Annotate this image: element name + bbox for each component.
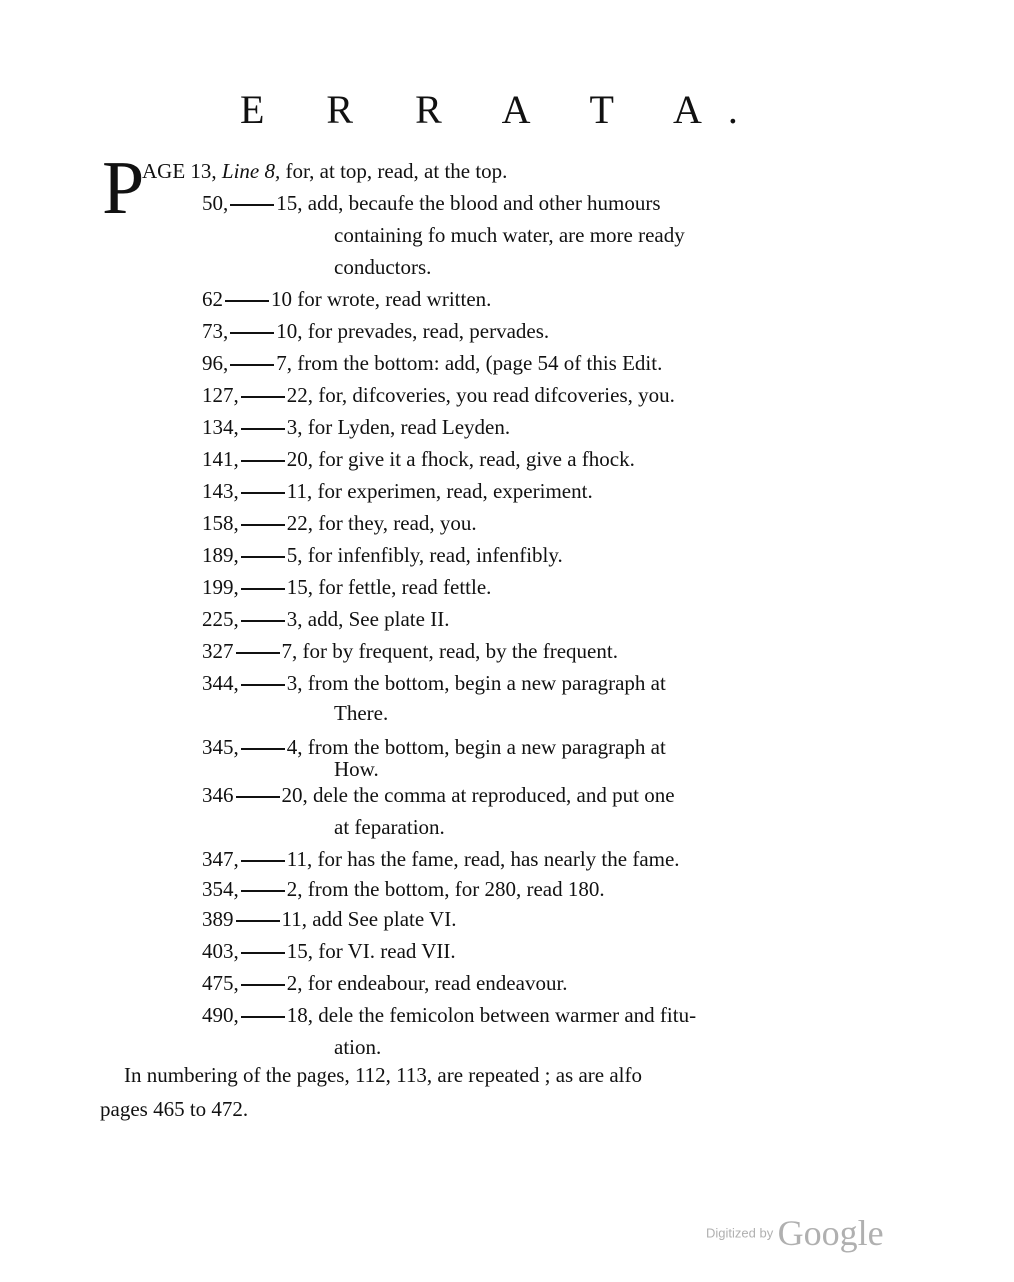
dash-rule: [241, 952, 285, 954]
errata-page: 344,: [202, 671, 239, 695]
errata-text: containing fo much water, are more ready: [334, 223, 685, 247]
errata-entry: [202, 542, 563, 568]
errata-line: 10: [271, 287, 292, 311]
errata-text: dele the femicolon between warmer and fitu-: [318, 1003, 697, 1027]
errata-page: 403,: [202, 939, 239, 963]
errata-entry: [202, 574, 491, 600]
errata-page: 225,: [202, 607, 239, 631]
errata-entry: [202, 318, 549, 344]
dash-rule: [241, 396, 285, 398]
errata-text: for infenfibly, read, infenfibly.: [307, 543, 563, 567]
errata-text: conductors.: [334, 255, 432, 279]
errata-page: 346: [202, 783, 234, 807]
page-title: E R R A T A.: [240, 87, 764, 132]
errata-page: 389: [202, 907, 234, 931]
errata-page: 143,: [202, 479, 239, 503]
errata-line: Line 8,: [221, 159, 281, 183]
errata-page: 62: [202, 287, 223, 311]
errata-entry: [142, 158, 507, 184]
errata-line: 5,: [286, 543, 303, 567]
errata-page: 189,: [202, 543, 239, 567]
errata-text: for, difcoveries, you read difcoveries, you.: [318, 383, 675, 407]
errata-line: 22,: [286, 383, 313, 407]
errata-text: for by frequent, read, by the frequent.: [302, 639, 618, 663]
errata-entry: [202, 350, 662, 376]
errata-entry: [202, 446, 635, 472]
errata-line: 11,: [281, 907, 307, 931]
errata-line: 15,: [286, 575, 313, 599]
errata-continuation: [334, 814, 445, 840]
errata-page: 347,: [202, 847, 239, 871]
errata-page: 96,: [202, 351, 229, 375]
errata-page: 345,: [202, 735, 239, 759]
errata-line: 20,: [286, 447, 313, 471]
errata-line: 10,: [276, 319, 303, 343]
errata-page: 327: [202, 639, 234, 663]
google-logo: Google: [777, 1213, 884, 1253]
errata-entry: [202, 938, 456, 964]
dash-rule: [241, 492, 285, 494]
errata-text: from the bottom: add, (page 54 of this Edit.: [297, 351, 663, 375]
errata-text: for fettle, read fettle.: [318, 575, 492, 599]
errata-page: 158,: [202, 511, 239, 535]
dash-rule: [241, 860, 285, 862]
errata-page: 490,: [202, 1003, 239, 1027]
dash-rule: [241, 684, 285, 686]
errata-line: 7,: [276, 351, 292, 375]
errata-entry: [202, 876, 605, 902]
errata-entry: [202, 1002, 696, 1028]
errata-page: 134,: [202, 415, 239, 439]
watermark-prefix: Digitized by: [706, 1225, 774, 1241]
errata-continuation: [334, 254, 431, 280]
errata-line: 2,: [286, 877, 303, 901]
errata-entry: [202, 382, 675, 408]
errata-line: 22,: [286, 511, 313, 535]
errata-text: for, at top, read, at the top.: [285, 159, 508, 183]
errata-entry: [202, 638, 618, 664]
errata-text: for wrote, read written.: [297, 287, 492, 311]
dash-rule: [241, 1016, 285, 1018]
errata-page: 354,: [202, 877, 239, 901]
errata-page: AGE 13,: [142, 159, 217, 183]
errata-continuation: [334, 1034, 381, 1060]
errata-entry: [202, 478, 593, 504]
dash-rule: [236, 652, 280, 654]
errata-page: 50,: [202, 191, 229, 215]
errata-line: 11,: [286, 847, 313, 871]
errata-line: 20,: [281, 783, 308, 807]
errata-line: 4,: [286, 735, 303, 759]
errata-continuation: [334, 700, 388, 726]
dash-rule: [241, 984, 285, 986]
errata-text: for they, read, you.: [318, 511, 477, 535]
errata-text: for prevades, read, pervades.: [307, 319, 550, 343]
errata-text: for experimen, read, experiment.: [317, 479, 593, 503]
dash-rule: [225, 300, 269, 302]
errata-entry: [202, 970, 568, 996]
dash-rule: [241, 428, 285, 430]
errata-text: There.: [334, 701, 389, 725]
digitized-watermark: [706, 1212, 884, 1254]
dash-rule: [241, 524, 285, 526]
errata-line: 15,: [286, 939, 313, 963]
errata-text: for give it a fhock, read, give a fhock.: [318, 447, 635, 471]
errata-text: add, See plate II.: [307, 607, 450, 631]
errata-line: 3,: [286, 671, 303, 695]
drop-cap: P: [102, 146, 145, 230]
dash-rule: [241, 556, 285, 558]
errata-entry: [202, 414, 510, 440]
errata-text: add See plate VI.: [312, 907, 457, 931]
errata-text: for endeabour, read endeavour.: [307, 971, 568, 995]
errata-line: 11,: [286, 479, 313, 503]
errata-entry: [202, 606, 449, 632]
errata-line: 2,: [286, 971, 303, 995]
errata-entry: [202, 670, 666, 696]
errata-entry: [202, 846, 680, 872]
errata-text: at feparation.: [334, 815, 445, 839]
errata-continuation: [334, 756, 379, 782]
errata-entry: [202, 286, 491, 312]
errata-text: dele the comma at reproduced, and put one: [313, 783, 675, 807]
errata-line: 18,: [286, 1003, 313, 1027]
errata-text: for VI. read VII.: [318, 939, 456, 963]
errata-page: 141,: [202, 447, 239, 471]
dash-rule: [241, 588, 285, 590]
dash-rule: [236, 920, 280, 922]
errata-line: 15,: [276, 191, 303, 215]
dash-rule: [236, 796, 280, 798]
errata-entry: [202, 510, 477, 536]
errata-line: 3,: [286, 415, 303, 439]
errata-text: from the bottom, for 280, read 180.: [307, 877, 605, 901]
footer-note-line-1: In numbering of the pages, 112, 113, are repeated ; as are alfo: [124, 1063, 642, 1087]
errata-text: for Lyden, read Leyden.: [307, 415, 511, 439]
errata-line: 7,: [281, 639, 298, 663]
errata-page: 73,: [202, 319, 229, 343]
dash-rule: [241, 620, 285, 622]
errata-text: from the bottom, begin a new paragraph at: [307, 735, 666, 759]
errata-text: from the bottom, begin a new paragraph at: [307, 671, 666, 695]
errata-entry: [202, 906, 456, 932]
errata-entry: [202, 734, 666, 760]
errata-entry: [202, 190, 661, 216]
dash-rule: [230, 364, 274, 366]
errata-continuation: [334, 222, 685, 248]
errata-text: ation.: [334, 1035, 382, 1059]
errata-page: 475,: [202, 971, 239, 995]
errata-entry: [202, 782, 675, 808]
errata-line: 3,: [286, 607, 303, 631]
dash-rule: [230, 332, 274, 334]
errata-page: 199,: [202, 575, 239, 599]
errata-text: for has the fame, read, has nearly the fame.: [317, 847, 680, 871]
errata-text: How.: [334, 757, 379, 781]
dash-rule: [230, 204, 274, 206]
dash-rule: [241, 748, 285, 750]
dash-rule: [241, 890, 285, 892]
dash-rule: [241, 460, 285, 462]
errata-text: add, becaufe the blood and other humours: [307, 191, 661, 215]
footer-note-line-2: pages 465 to 472.: [100, 1097, 249, 1121]
errata-page: 127,: [202, 383, 239, 407]
